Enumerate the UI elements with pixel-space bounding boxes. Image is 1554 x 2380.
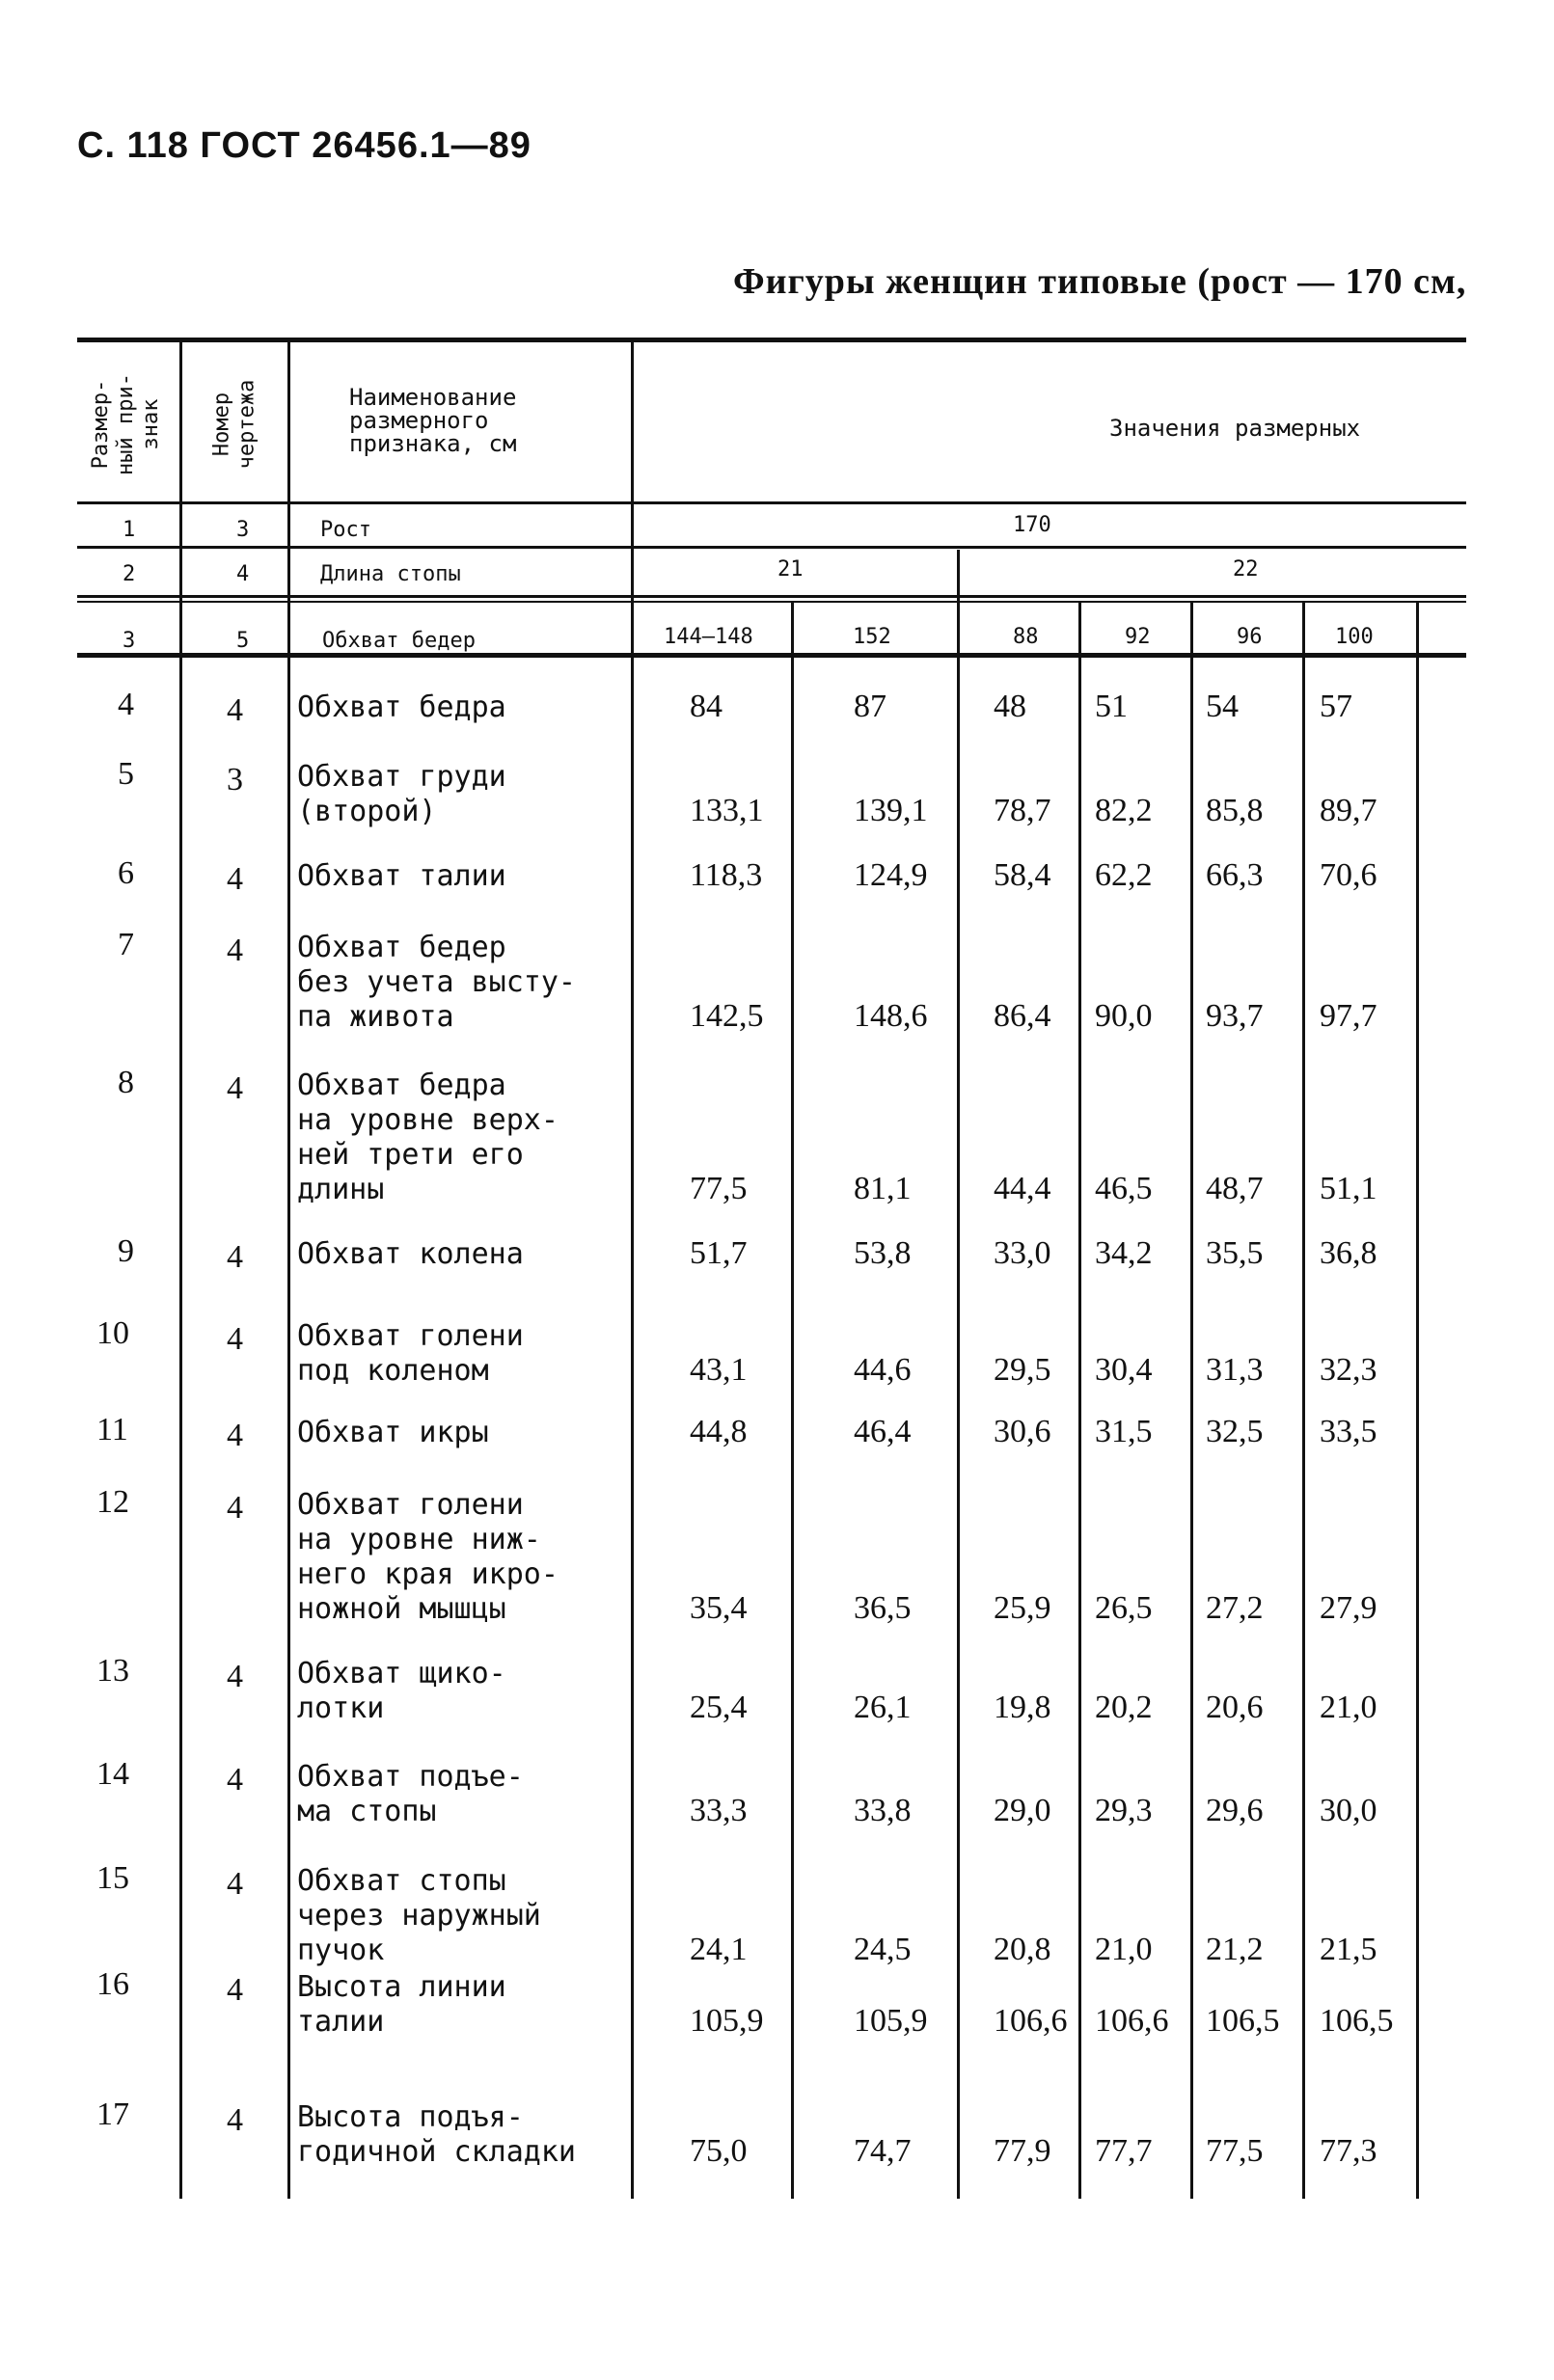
row-value: 35,5 <box>1206 1235 1264 1271</box>
row-value: 70,6 <box>1320 857 1377 893</box>
rule-row2-bottom <box>77 595 1466 598</box>
row-value: 29,6 <box>1206 1793 1264 1828</box>
row2-name: Длина стопы <box>320 562 461 586</box>
row1-num: 1 <box>123 518 136 542</box>
row-num: 10 <box>96 1315 129 1351</box>
row-value: 53,8 <box>854 1235 912 1271</box>
row-value: 35,4 <box>690 1590 748 1626</box>
row-value: 48,7 <box>1206 1171 1264 1206</box>
row-value: 84 <box>690 689 722 724</box>
row-value: 24,1 <box>690 1932 748 1967</box>
row3-value-1: 144—148 <box>664 625 753 649</box>
row-drawing: 4 <box>227 1762 243 1798</box>
row3-drawing: 5 <box>236 629 250 653</box>
vrule-3 <box>631 342 634 2199</box>
row-drawing: 4 <box>227 692 243 728</box>
row-value: 82,2 <box>1095 793 1153 828</box>
row-value: 86,4 <box>994 998 1051 1034</box>
row-value: 97,7 <box>1320 998 1377 1034</box>
row-value: 43,1 <box>690 1352 748 1388</box>
row-value: 78,7 <box>994 793 1051 828</box>
row-num: 8 <box>118 1065 134 1100</box>
row-name: Обхват голени на уровне ниж- него края икро- ножной мышцы <box>297 1488 559 1626</box>
row-num: 16 <box>96 1966 129 2002</box>
row-value: 27,2 <box>1206 1590 1264 1626</box>
row-value: 33,3 <box>690 1793 748 1828</box>
row-value: 74,7 <box>854 2133 912 2169</box>
row-value: 44,8 <box>690 1414 748 1449</box>
row-value: 30,0 <box>1320 1793 1377 1828</box>
row-drawing: 4 <box>227 1239 243 1275</box>
row-value: 66,3 <box>1206 857 1264 893</box>
row-value: 30,6 <box>994 1414 1051 1449</box>
rule-row3-top <box>77 601 1466 603</box>
row2-value-a: 21 <box>777 557 804 581</box>
row-num: 11 <box>96 1412 128 1447</box>
row-value: 106,5 <box>1206 2003 1280 2039</box>
row-drawing: 3 <box>227 762 243 798</box>
row1-drawing: 3 <box>236 518 250 542</box>
page-header: С. 118 ГОСТ 26456.1—89 <box>77 125 532 166</box>
row1-value: 170 <box>1013 513 1051 537</box>
vrule-5 <box>957 550 960 2199</box>
row-value: 142,5 <box>690 998 764 1034</box>
row-num: 12 <box>96 1484 129 1520</box>
row-drawing: 4 <box>227 1321 243 1357</box>
row-num: 17 <box>96 2096 129 2132</box>
row-value: 36,8 <box>1320 1235 1377 1271</box>
row-name: Обхват бедра на уровне верх- ней трети его длины <box>297 1068 559 1206</box>
row-value: 31,3 <box>1206 1352 1264 1388</box>
row-value: 54 <box>1206 689 1239 724</box>
row-value: 106,6 <box>1095 2003 1169 2039</box>
row-name: Обхват стопы через наружный пучок <box>297 1864 541 1967</box>
row2-num: 2 <box>123 562 136 586</box>
row-value: 26,5 <box>1095 1590 1153 1626</box>
row-value: 87 <box>854 689 886 724</box>
row-name: Обхват груди (второй) <box>297 760 506 828</box>
rule-row3-bottom <box>77 653 1466 658</box>
rule-header-bottom <box>77 501 1466 504</box>
row-name: Обхват икры <box>297 1416 489 1449</box>
row-value: 32,3 <box>1320 1352 1377 1388</box>
row-num: 13 <box>96 1653 129 1689</box>
row-value: 106,6 <box>994 2003 1068 2039</box>
row3-value-6: 100 <box>1335 625 1374 649</box>
row-value: 31,5 <box>1095 1414 1153 1449</box>
row-drawing: 4 <box>227 861 243 897</box>
row-drawing: 4 <box>227 2102 243 2138</box>
row-value: 29,0 <box>994 1793 1051 1828</box>
table-subtitle: Фигуры женщин типовые (рост — 170 см, <box>733 261 1467 302</box>
header-drawing-number: Номер чертежа <box>209 379 259 470</box>
row-num: 6 <box>118 855 134 891</box>
row-value: 20,2 <box>1095 1690 1153 1725</box>
row-name: Обхват бедер без учета высту- па живота <box>297 931 576 1034</box>
row-value: 21,2 <box>1206 1932 1264 1967</box>
vrule-1 <box>179 342 182 2199</box>
row-name: Обхват колена <box>297 1237 524 1271</box>
vrule-8 <box>1302 603 1305 2199</box>
row-value: 77,3 <box>1320 2133 1377 2169</box>
row-drawing: 4 <box>227 1490 243 1526</box>
header-size-feature: Размер- ный при- знак <box>89 373 163 475</box>
row-value: 75,0 <box>690 2133 748 2169</box>
row-num: 4 <box>118 687 134 722</box>
vrule-4 <box>791 603 794 2199</box>
row-value: 44,4 <box>994 1171 1051 1206</box>
row-name: Обхват бедра <box>297 690 506 724</box>
row-value: 30,4 <box>1095 1352 1153 1388</box>
row3-num: 3 <box>123 629 136 653</box>
row3-value-2: 152 <box>853 625 891 649</box>
row-num: 5 <box>118 756 134 792</box>
row-value: 34,2 <box>1095 1235 1153 1271</box>
row-value: 27,9 <box>1320 1590 1377 1626</box>
vrule-9 <box>1416 603 1419 2199</box>
row-value: 57 <box>1320 689 1352 724</box>
row-value: 90,0 <box>1095 998 1153 1034</box>
row-name: Обхват подъе- ма стопы <box>297 1760 524 1828</box>
row2-value-b: 22 <box>1233 557 1259 581</box>
row-name: Высота линии талии <box>297 1970 506 2039</box>
rule-row1-bottom <box>77 546 1466 549</box>
vrule-7 <box>1190 603 1193 2199</box>
row-value: 133,1 <box>690 793 764 828</box>
row-value: 44,6 <box>854 1352 912 1388</box>
row-value: 81,1 <box>854 1171 912 1206</box>
row-value: 124,9 <box>854 857 928 893</box>
row-value: 32,5 <box>1206 1414 1264 1449</box>
row-num: 9 <box>118 1233 134 1269</box>
row-value: 139,1 <box>854 793 928 828</box>
row-value: 118,3 <box>690 857 763 893</box>
row-value: 46,4 <box>854 1414 912 1449</box>
header-values: Значения размерных <box>1109 415 1361 442</box>
row-value: 51,7 <box>690 1235 748 1271</box>
row-value: 51 <box>1095 689 1128 724</box>
row3-value-4: 92 <box>1125 625 1151 649</box>
row-value: 58,4 <box>994 857 1051 893</box>
row-value: 33,8 <box>854 1793 912 1828</box>
row3-name: Обхват бедер <box>322 629 476 653</box>
row-value: 29,5 <box>994 1352 1051 1388</box>
vrule-2 <box>287 342 290 2199</box>
row-drawing: 4 <box>227 933 243 968</box>
row-value: 89,7 <box>1320 793 1377 828</box>
row-value: 25,4 <box>690 1690 748 1725</box>
row-name: Обхват щико- лотки <box>297 1657 506 1725</box>
row-value: 20,6 <box>1206 1690 1264 1725</box>
row3-value-3: 88 <box>1013 625 1039 649</box>
row-value: 93,7 <box>1206 998 1264 1034</box>
row-num: 7 <box>118 927 134 962</box>
row-value: 25,9 <box>994 1590 1051 1626</box>
row-name: Обхват талии <box>297 859 506 893</box>
row-value: 20,8 <box>994 1932 1051 1967</box>
row-value: 85,8 <box>1206 793 1264 828</box>
row-value: 106,5 <box>1320 2003 1394 2039</box>
row-value: 21,0 <box>1095 1932 1153 1967</box>
header-feature-name: Наименование размерного признака, см <box>349 384 517 457</box>
row-value: 51,1 <box>1320 1171 1377 1206</box>
row-value: 148,6 <box>854 998 928 1034</box>
row-value: 21,5 <box>1320 1932 1377 1967</box>
row-value: 33,5 <box>1320 1414 1377 1449</box>
row1-name: Рост <box>320 518 371 542</box>
row-value: 36,5 <box>854 1590 912 1626</box>
row-value: 26,1 <box>854 1690 912 1725</box>
row-value: 29,3 <box>1095 1793 1153 1828</box>
row-value: 62,2 <box>1095 857 1153 893</box>
row-value: 46,5 <box>1095 1171 1153 1206</box>
row-value: 105,9 <box>854 2003 928 2039</box>
row-drawing: 4 <box>227 1972 243 2008</box>
row-drawing: 4 <box>227 1070 243 1106</box>
row-value: 105,9 <box>690 2003 764 2039</box>
row-value: 77,5 <box>690 1171 748 1206</box>
row-drawing: 4 <box>227 1866 243 1902</box>
row-value: 21,0 <box>1320 1690 1377 1725</box>
row-value: 77,7 <box>1095 2133 1153 2169</box>
row2-drawing: 4 <box>236 562 250 586</box>
rule-top <box>77 338 1466 342</box>
row-value: 19,8 <box>994 1690 1051 1725</box>
row-num: 14 <box>96 1756 129 1792</box>
row-value: 48 <box>994 689 1026 724</box>
row-value: 77,5 <box>1206 2133 1264 2169</box>
row-value: 77,9 <box>994 2133 1051 2169</box>
row-num: 15 <box>96 1860 129 1896</box>
vrule-6 <box>1078 603 1081 2199</box>
row-drawing: 4 <box>227 1418 243 1453</box>
row-drawing: 4 <box>227 1659 243 1694</box>
row-value: 24,5 <box>854 1932 912 1967</box>
row-value: 33,0 <box>994 1235 1051 1271</box>
row3-value-5: 96 <box>1237 625 1263 649</box>
row-name: Высота подъя- годичной складки <box>297 2100 576 2169</box>
row-name: Обхват голени под коленом <box>297 1319 524 1388</box>
